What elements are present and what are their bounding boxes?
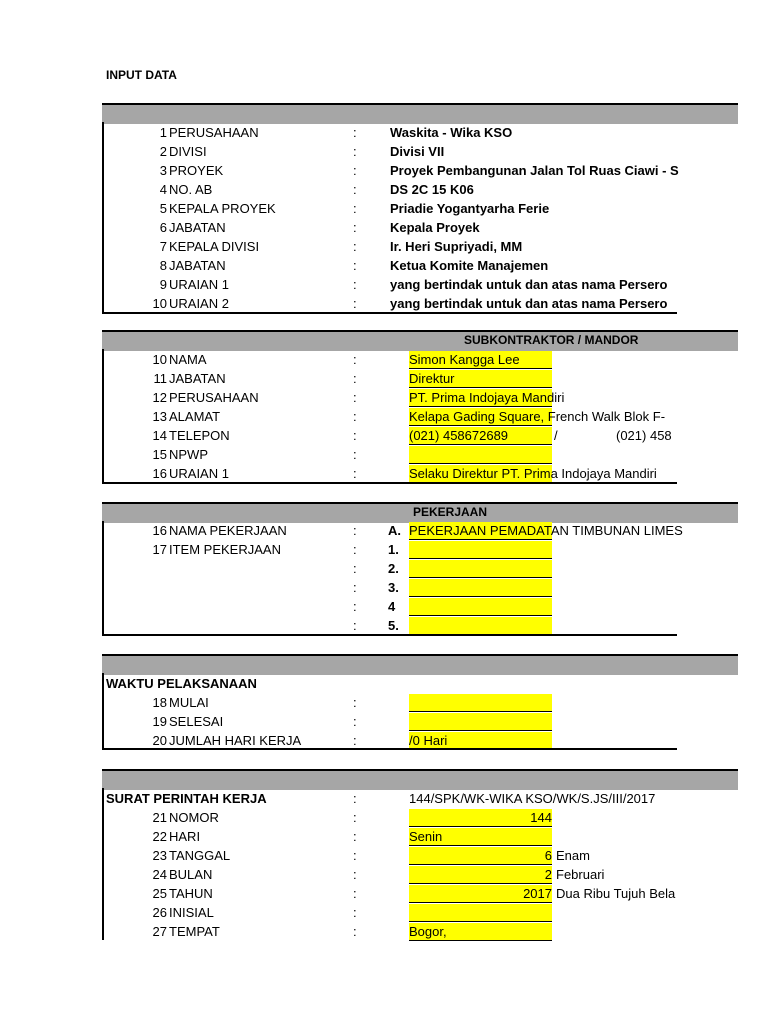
input-cell[interactable]: [409, 617, 552, 635]
form-row: [104, 180, 679, 199]
row-number: 10: [152, 352, 167, 367]
form-row: [104, 123, 679, 142]
item-bullet: A.: [388, 523, 401, 538]
field-label: NO. AB: [169, 182, 213, 197]
section3-bottom-border: [102, 634, 677, 636]
colon-separator: :: [353, 258, 357, 273]
form-row: [104, 827, 679, 846]
field-label: URAIAN 1: [169, 277, 229, 292]
form-row: [104, 808, 679, 827]
input-cell[interactable]: [409, 541, 552, 559]
form-row: [104, 445, 679, 464]
colon-separator: :: [353, 352, 357, 367]
form-row: [104, 256, 679, 275]
input-cell-value: 2017: [523, 886, 552, 901]
row-number: 6: [159, 220, 167, 235]
form-row: [104, 521, 683, 540]
colon-separator: :: [353, 848, 357, 863]
row-number: 13: [152, 409, 167, 424]
section-heading: WAKTU PELAKSANAAN: [106, 676, 257, 691]
colon-separator: :: [353, 390, 357, 405]
input-cell[interactable]: [409, 904, 552, 922]
field-value: Waskita - Wika KSO: [390, 125, 513, 140]
spk-number-value: 144/SPK/WK-WIKA KSO/WK/S.JS/III/2017: [409, 791, 656, 806]
value-in-words: Enam: [556, 848, 590, 863]
item-bullet: 4: [388, 599, 396, 614]
input-cell-value: PT. Prima Indojaya Mandiri: [409, 390, 565, 405]
row-number: 23: [152, 848, 167, 863]
input-cell-value: 144: [530, 810, 552, 825]
colon-separator: :: [353, 239, 357, 254]
row-number: 9: [159, 277, 167, 292]
form-row: [104, 294, 679, 313]
input-cell-value: /0 Hari: [409, 733, 448, 748]
item-bullet: 3.: [388, 580, 399, 595]
field-label: INISIAL: [169, 905, 214, 920]
colon-separator: :: [353, 428, 357, 443]
field-value: Kepala Proyek: [390, 220, 480, 235]
form-row: [104, 559, 679, 578]
colon-separator: :: [353, 618, 357, 633]
field-value: Ketua Komite Manajemen: [390, 258, 549, 273]
form-row: [104, 464, 679, 483]
row-number: 7: [159, 239, 167, 254]
row-number: 26: [152, 905, 167, 920]
section2-bottom-border: [102, 482, 677, 484]
row-number: 16: [152, 523, 167, 538]
row-number: 8: [159, 258, 167, 273]
section-work-order: [102, 788, 679, 940]
input-cell-value: Direktur: [409, 371, 455, 386]
colon-separator: :: [353, 182, 357, 197]
field-value: yang bertindak untuk dan atas nama Persero: [390, 296, 668, 311]
form-row: [104, 350, 679, 369]
field-label: HARI: [169, 829, 201, 844]
colon-separator: :: [353, 466, 357, 481]
field-label: URAIAN 2: [169, 296, 229, 311]
field-value: Ir. Heri Supriyadi, MM: [390, 239, 523, 254]
colon-separator: :: [353, 561, 357, 576]
form-row: [104, 846, 679, 865]
colon-separator: :: [353, 220, 357, 235]
field-label: JABATAN: [169, 220, 226, 235]
section1-bottom-border: [102, 312, 677, 314]
row-number: 25: [152, 886, 167, 901]
section-work: [102, 521, 683, 635]
colon-separator: :: [353, 144, 357, 159]
input-cell[interactable]: [409, 560, 552, 578]
colon-separator: :: [353, 829, 357, 844]
input-cell-value: Kelapa Gading Square, French Walk Blok F-: [409, 409, 666, 424]
field-label: PROYEK: [169, 163, 224, 178]
colon-separator: :: [353, 277, 357, 292]
value-in-words: Dua Ribu Tujuh Bela: [556, 886, 676, 901]
row-number: 21: [152, 810, 167, 825]
colon-separator: :: [353, 599, 357, 614]
form-row: [104, 199, 679, 218]
form-row: [104, 884, 679, 903]
field-label: JABATAN: [169, 371, 226, 386]
colon-separator: :: [353, 371, 357, 386]
row-number: 22: [152, 829, 167, 844]
colon-separator: :: [353, 409, 357, 424]
input-cell[interactable]: [409, 713, 552, 731]
field-value: Priadie Yogantyarha Ferie: [390, 201, 550, 216]
input-cell-value: Senin: [409, 829, 443, 844]
colon-separator: :: [353, 201, 357, 216]
colon-separator: :: [353, 523, 357, 538]
row-number: 4: [159, 182, 167, 197]
row-number: 27: [152, 924, 167, 939]
field-label: JABATAN: [169, 258, 226, 273]
form-row: [104, 597, 679, 616]
colon-separator: :: [353, 714, 357, 729]
colon-separator: :: [353, 580, 357, 595]
field-value: yang bertindak untuk dan atas nama Persero: [390, 277, 668, 292]
section-heading-row: [104, 789, 679, 808]
colon-separator: :: [353, 542, 357, 557]
field-label: PERUSAHAAN: [169, 125, 259, 140]
field-label: TELEPON: [169, 428, 230, 443]
colon-separator: :: [353, 163, 357, 178]
form-row: [104, 922, 679, 941]
form-row: [104, 161, 679, 180]
row-number: 15: [152, 447, 167, 462]
field-label: NOMOR: [169, 810, 219, 825]
row-number: 1: [159, 125, 167, 140]
section2-header: SUBKONTRAKTOR / MANDOR: [464, 333, 639, 347]
form-row: [104, 540, 679, 559]
section-subcontractor: [102, 349, 679, 483]
input-cell[interactable]: [409, 579, 552, 597]
colon-separator: :: [353, 733, 357, 748]
input-cell[interactable]: [409, 694, 552, 712]
phone-separator: /: [554, 428, 558, 443]
input-cell-value: 2: [544, 867, 552, 882]
form-row: [104, 426, 679, 445]
field-label: KEPALA DIVISI: [169, 239, 260, 254]
form-row: [104, 903, 679, 922]
form-row: [104, 693, 679, 712]
page-title: INPUT DATA: [106, 68, 177, 82]
field-label: NAMA PEKERJAAN: [169, 523, 287, 538]
form-row: [104, 142, 679, 161]
form-row: [104, 865, 679, 884]
row-number: 10: [152, 296, 167, 311]
section4-header-bar: [102, 654, 738, 675]
row-number: 18: [152, 695, 167, 710]
field-label: BULAN: [169, 867, 213, 882]
colon-separator: :: [353, 447, 357, 462]
row-number: 16: [152, 466, 167, 481]
field-label: DIVISI: [169, 144, 207, 159]
form-row: [104, 369, 679, 388]
form-row: [104, 237, 679, 256]
section-heading: SURAT PERINTAH KERJA: [106, 791, 267, 806]
input-cell-value: 6: [544, 848, 552, 863]
form-row: [104, 712, 679, 731]
field-label: NPWP: [169, 447, 208, 462]
colon-separator: :: [353, 905, 357, 920]
colon-separator: :: [353, 125, 357, 140]
input-cell-value: PEKERJAAN PEMADATAN TIMBUNAN LIMES: [409, 523, 683, 538]
section-company: [102, 122, 679, 313]
section3-header-bar: [102, 502, 738, 523]
item-bullet: 1.: [388, 542, 399, 557]
input-cell[interactable]: [409, 598, 552, 616]
row-number: 19: [152, 714, 167, 729]
field-value: Divisi VII: [390, 144, 445, 159]
field-label: NAMA: [169, 352, 207, 367]
form-row: [104, 275, 679, 294]
row-number: 12: [152, 390, 167, 405]
colon-separator: :: [353, 867, 357, 882]
form-row: [104, 388, 679, 407]
section1-header-bar: [102, 103, 738, 124]
form-row: [104, 616, 679, 635]
field-label: URAIAN 1: [169, 466, 229, 481]
field-label: MULAI: [169, 695, 209, 710]
field-label: KEPALA PROYEK: [169, 201, 276, 216]
row-number: 14: [152, 428, 167, 443]
input-cell[interactable]: [409, 446, 552, 464]
colon-separator: :: [353, 695, 357, 710]
input-cell-value: Simon Kangga Lee: [409, 352, 520, 367]
field-value: Proyek Pembangunan Jalan Tol Ruas Ciawi - S: [390, 163, 679, 178]
item-bullet: 2.: [388, 561, 399, 576]
field-label: TEMPAT: [169, 924, 220, 939]
row-number: 17: [152, 542, 167, 557]
field-label: SELESAI: [169, 714, 224, 729]
section3-header: PEKERJAAN: [413, 505, 488, 519]
phone-number-2: (021) 458: [616, 428, 672, 443]
colon-separator: :: [353, 886, 357, 901]
field-label: ALAMAT: [169, 409, 221, 424]
row-number: 20: [152, 733, 167, 748]
form-row: [104, 578, 679, 597]
value-in-words: Februari: [556, 867, 605, 882]
field-label: ITEM PEKERJAAN: [169, 542, 281, 557]
row-number: 11: [153, 371, 167, 386]
field-label: TANGGAL: [169, 848, 231, 863]
colon-separator: :: [353, 791, 357, 806]
colon-separator: :: [353, 810, 357, 825]
section5-header-bar: [102, 769, 738, 790]
field-label: TAHUN: [169, 886, 213, 901]
row-number: 2: [159, 144, 167, 159]
form-row: [104, 218, 679, 237]
section4-bottom-border: [102, 748, 677, 750]
input-cell-value: (021) 458672689: [409, 428, 509, 443]
colon-separator: :: [353, 296, 357, 311]
field-label: PERUSAHAAN: [169, 390, 259, 405]
input-cell-value: Selaku Direktur PT. Prima Indojaya Mandiri: [409, 466, 657, 481]
input-cell-value: Bogor,: [409, 924, 447, 939]
row-number: 3: [159, 163, 167, 178]
form-row: [104, 407, 679, 426]
item-bullet: 5.: [388, 618, 399, 633]
colon-separator: :: [353, 924, 357, 939]
row-number: 24: [152, 867, 167, 882]
row-number: 5: [159, 201, 167, 216]
section-heading-row: [104, 674, 679, 693]
field-label: JUMLAH HARI KERJA: [169, 733, 302, 748]
section2-header-bar: [102, 330, 738, 351]
field-value: DS 2C 15 K06: [390, 182, 474, 197]
section-schedule: [102, 673, 679, 749]
